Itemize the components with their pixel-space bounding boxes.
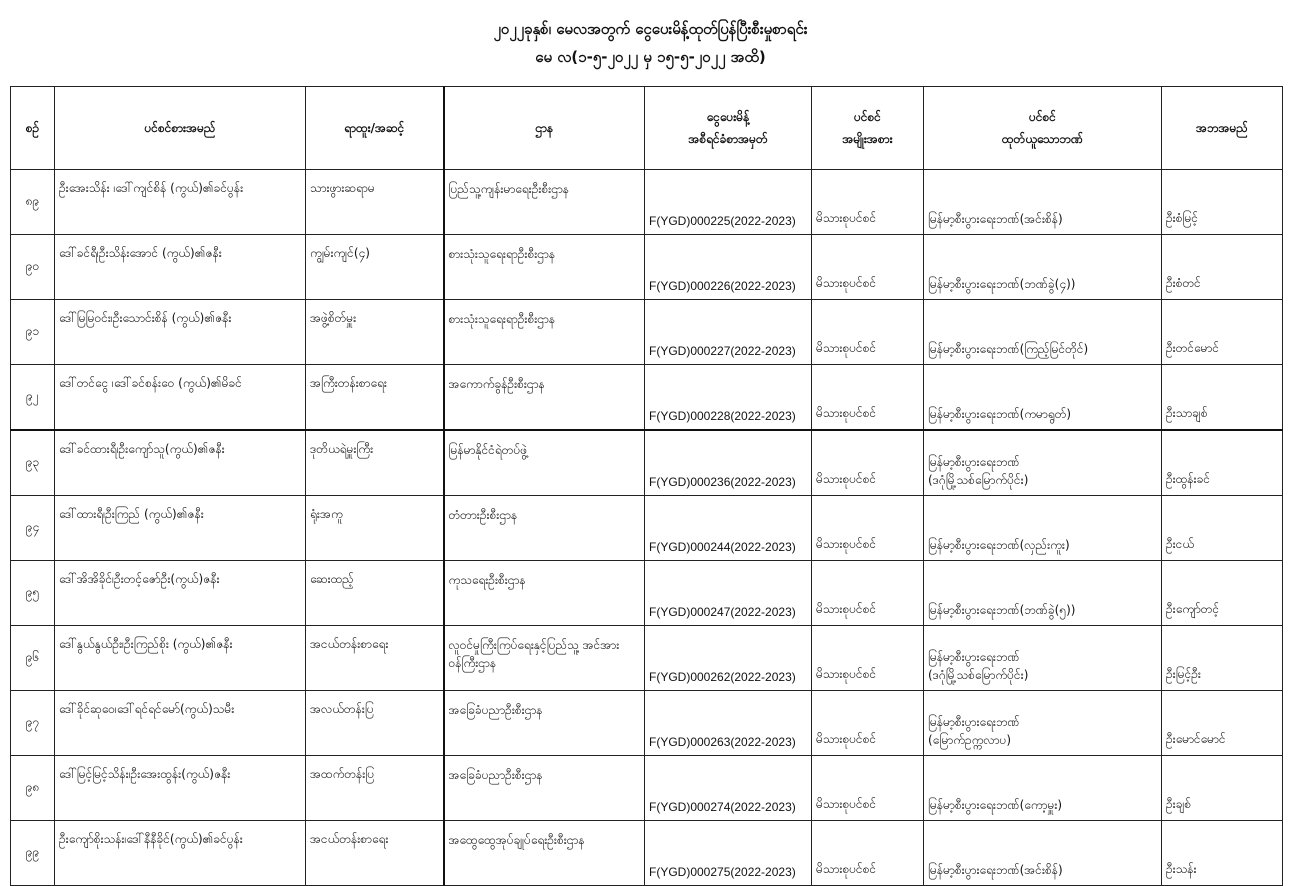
cell-name: ဒေါ်ခင်ရီ၊ဦးသိန်းအောင် (ကွယ်)၏ဇနီး bbox=[55, 235, 306, 300]
header-pension-type bbox=[812, 87, 924, 170]
cell-father: ဦးချစ် bbox=[1162, 756, 1283, 821]
cell-bank bbox=[924, 821, 1162, 886]
cell-bank bbox=[924, 626, 1162, 691]
cell-bank-line1: မြန်မာ့စီးပွားရေးဘဏ်(ကမာရွတ်) bbox=[928, 407, 1072, 421]
cell-father: ဦးတင်မောင် bbox=[1162, 300, 1283, 365]
cell-department: အခြေခံပညာဦးစီးဌာန bbox=[444, 691, 645, 756]
cell-no: ၉၂ bbox=[11, 365, 55, 431]
cell-position: ကျွမ်းကျင်(၄) bbox=[306, 235, 444, 300]
cell-no: ၉၈ bbox=[11, 756, 55, 821]
table-row bbox=[11, 430, 1283, 496]
cell-pension-type: မိသားစုပင်စင် bbox=[812, 496, 924, 561]
cell-father: ဦးမြင့်ဦး bbox=[1162, 626, 1283, 691]
cell-department: လူဝင်မှုကြီးကြပ်ရေးနှင့်ပြည်သူ့ အင်အားဝန်ကြီးဌာန bbox=[444, 626, 645, 691]
cell-bank-line2: (မြောက်ဥက္ကလာပ) bbox=[928, 733, 1012, 747]
header-father: အဘအမည် bbox=[1162, 87, 1283, 170]
cell-bank-line1: မြန်မာ့စီးပွားရေးဘဏ်(လှည်းကူး) bbox=[928, 538, 1070, 552]
cell-bank bbox=[924, 300, 1162, 365]
cell-pension-type: မိသားစုပင်စင် bbox=[812, 235, 924, 300]
cell-no: ၉၆ bbox=[11, 626, 55, 691]
table-row bbox=[11, 561, 1283, 626]
cell-no: ၉၀ bbox=[11, 235, 55, 300]
cell-order-no: F(YGD)000228(2022-2023) bbox=[645, 365, 812, 431]
header-name: ပင်စင်စားအမည် bbox=[55, 87, 306, 170]
cell-name: ဒေါ်အိအိခိုင်၊ဦးတင့်ဇော်ဦး(ကွယ်)ဇနီး bbox=[55, 561, 306, 626]
cell-position: အငယ်တန်းစာရေး bbox=[306, 626, 444, 691]
cell-position: အဖွဲ့စိတ်မှူး bbox=[306, 300, 444, 365]
cell-department: အထွေထွေအုပ်ချုပ်ရေးဦးစီးဌာန bbox=[444, 821, 645, 886]
pension-table bbox=[10, 86, 1283, 886]
header-position: ရာထူး/အဆင့် bbox=[306, 87, 444, 170]
cell-order-no: F(YGD)000225(2022-2023) bbox=[645, 170, 812, 235]
table-row bbox=[11, 756, 1283, 821]
table-row bbox=[11, 691, 1283, 756]
cell-no: ၉၄ bbox=[11, 496, 55, 561]
cell-order-no: F(YGD)000244(2022-2023) bbox=[645, 496, 812, 561]
cell-no: ၉၁ bbox=[11, 300, 55, 365]
cell-position: သားဖွားဆရာမ bbox=[306, 170, 444, 235]
table-row bbox=[11, 300, 1283, 365]
header-order-no-line1: ငွေပေးမိန့် bbox=[706, 110, 750, 124]
cell-bank-line2: (ဒဂုံမြို့သစ်မြောက်ပိုင်း) bbox=[928, 473, 1029, 487]
cell-bank-line1: မြန်မာ့စီးပွားရေးဘဏ်(အင်းစိန်) bbox=[928, 212, 1063, 226]
cell-order-no: F(YGD)000262(2022-2023) bbox=[645, 626, 812, 691]
cell-name: ဒေါ်ထားရီ၊ဦးကြည် (ကွယ်)၏ဇနီး bbox=[55, 496, 306, 561]
cell-name: ဒေါ်မြင့်မြင့်သိန်း၊ဦးအေးထွန်း(ကွယ်)ဇနီး bbox=[55, 756, 306, 821]
table-row bbox=[11, 821, 1283, 886]
cell-order-no: F(YGD)000226(2022-2023) bbox=[645, 235, 812, 300]
cell-order-no: F(YGD)000236(2022-2023) bbox=[645, 430, 812, 496]
cell-bank bbox=[924, 365, 1162, 431]
cell-department: စားသုံးသူရေးရာဦးစီးဌာန bbox=[444, 235, 645, 300]
cell-position: အထက်တန်းပြ bbox=[306, 756, 444, 821]
cell-pension-type: မိသားစုပင်စင် bbox=[812, 626, 924, 691]
cell-order-no: F(YGD)000247(2022-2023) bbox=[645, 561, 812, 626]
cell-position: အငယ်တန်းစာရေး bbox=[306, 821, 444, 886]
header-order-no bbox=[645, 87, 812, 170]
cell-father: ဦးသာချစ် bbox=[1162, 365, 1283, 431]
cell-no: ၉၃ bbox=[11, 430, 55, 496]
cell-position: ဒုတိယရဲမှူးကြီး bbox=[306, 430, 444, 496]
cell-father: ဦးငယ် bbox=[1162, 496, 1283, 561]
cell-name: ဦးကျော်စိုးသန်း၊ဒေါ်နီနီခိုင်(ကွယ်)၏ခင်ပွန်း bbox=[55, 821, 306, 886]
cell-bank bbox=[924, 496, 1162, 561]
cell-name: ဒေါ်နွယ်နွယ်ဦး၊ဦးကြည်စိုး (ကွယ်)၏ဇနီး bbox=[55, 626, 306, 691]
header-bank-line1: ပင်စင် bbox=[1029, 110, 1056, 124]
cell-bank-line1: မြန်မာ့စီးပွားရေးဘဏ် bbox=[928, 715, 1020, 729]
cell-order-no: F(YGD)000263(2022-2023) bbox=[645, 691, 812, 756]
cell-bank-line1: မြန်မာ့စီးပွားရေးဘဏ် bbox=[928, 455, 1020, 469]
cell-bank-line1: မြန်မာ့စီးပွားရေးဘဏ်(ဘဏ်ခွဲ(၅)) bbox=[928, 603, 1076, 617]
cell-bank bbox=[924, 691, 1162, 756]
cell-order-no: F(YGD)000274(2022-2023) bbox=[645, 756, 812, 821]
cell-pension-type: မိသားစုပင်စင် bbox=[812, 691, 924, 756]
cell-order-no: F(YGD)000227(2022-2023) bbox=[645, 300, 812, 365]
cell-father: ဦးစံမြင့် bbox=[1162, 170, 1283, 235]
cell-position: အလယ်တန်းပြ bbox=[306, 691, 444, 756]
cell-bank-line1: မြန်မာ့စီးပွားရေးဘဏ်(အင်းစိန်) bbox=[928, 863, 1063, 877]
header-department: ဌာန bbox=[444, 87, 645, 170]
cell-name: ဒေါ်မြမြဝင်း၊ဦးသောင်းစိန် (ကွယ်)၏ဇနီး bbox=[55, 300, 306, 365]
table-row bbox=[11, 365, 1283, 431]
table-row bbox=[11, 170, 1283, 235]
cell-bank bbox=[924, 235, 1162, 300]
document-title: ၂၀၂၂ခုနှစ်၊ မေလအတွက် ငွေပေးမိန့်ထုတ်ပြန်ပြီးစီးမှုစာရင်း bbox=[493, 20, 808, 38]
cell-order-no: F(YGD)000275(2022-2023) bbox=[645, 821, 812, 886]
header-order-no-line2: အစီရင်ခံစာအမှတ် bbox=[688, 132, 768, 146]
cell-father: ဦးထွန်းခင် bbox=[1162, 430, 1283, 496]
cell-name: ဒေါ်တင်ငွေ ၊ဒေါ်ခင်စန်းဝေ (ကွယ်)၏မိခင် bbox=[55, 365, 306, 431]
cell-department: မြန်မာနိုင်ငံရဲတပ်ဖွဲ့ bbox=[444, 430, 645, 496]
cell-bank-line2: (ဒဂုံမြို့သစ်မြောက်ပိုင်း) bbox=[928, 668, 1029, 682]
cell-name: ဒေါ်ခင်ထားရီ၊ဦးကျော်သူ(ကွယ်)၏ဇနီး bbox=[55, 430, 306, 496]
cell-bank-line1: မြန်မာ့စီးပွားရေးဘဏ်(ကြည့်မြင်တိုင်) bbox=[928, 342, 1089, 356]
cell-department: အကောက်ခွန်ဦးစီးဌာန bbox=[444, 365, 645, 431]
header-pension-type-line1: ပင်စင် bbox=[854, 110, 881, 124]
cell-pension-type: မိသားစုပင်စင် bbox=[812, 756, 924, 821]
cell-position: ဆေးထည့် bbox=[306, 561, 444, 626]
table-row bbox=[11, 235, 1283, 300]
cell-bank bbox=[924, 430, 1162, 496]
cell-pension-type: မိသားစုပင်စင် bbox=[812, 561, 924, 626]
cell-department: တံတားဦးစီးဌာန bbox=[444, 496, 645, 561]
cell-bank bbox=[924, 561, 1162, 626]
cell-bank-line1: မြန်မာ့စီးပွားရေးဘဏ် bbox=[928, 650, 1020, 664]
header-no: စဉ် bbox=[11, 87, 55, 170]
table-header-row bbox=[11, 87, 1283, 170]
cell-name: ဦးအေးသိန်း ၊ဒေါ်ကျင်စိန် (ကွယ်)၏ခင်ပွန်း bbox=[55, 170, 306, 235]
table-row bbox=[11, 626, 1283, 691]
cell-department: စားသုံးသူရေးရာဦးစီးဌာန bbox=[444, 300, 645, 365]
cell-pension-type: မိသားစုပင်စင် bbox=[812, 365, 924, 431]
cell-position: အကြီးတန်းစာရေး bbox=[306, 365, 444, 431]
cell-bank-line1: မြန်မာ့စီးပွားရေးဘဏ်(ကော့မှူး) bbox=[928, 798, 1063, 812]
cell-father: ဦးစံတင် bbox=[1162, 235, 1283, 300]
cell-no: ၉၅ bbox=[11, 561, 55, 626]
cell-pension-type: မိသားစုပင်စင် bbox=[812, 821, 924, 886]
cell-father: ဦးမောင်မောင် bbox=[1162, 691, 1283, 756]
header-bank bbox=[924, 87, 1162, 170]
cell-bank-line1: မြန်မာ့စီးပွားရေးဘဏ်(ဘဏ်ခွဲ(၄)) bbox=[928, 277, 1076, 291]
cell-pension-type: မိသားစုပင်စင် bbox=[812, 430, 924, 496]
cell-no: ၈၉ bbox=[11, 170, 55, 235]
cell-department: ပြည်သူ့ကျန်းမာရေးဦးစီးဌာန bbox=[444, 170, 645, 235]
cell-pension-type: မိသားစုပင်စင် bbox=[812, 300, 924, 365]
document-subtitle: မေ လ(၁-၅-၂၀၂၂ မှ ၁၅-၅-၂၀၂၂ အထိ) bbox=[535, 48, 766, 66]
header-bank-line2: ထုတ်ယူသောဘဏ် bbox=[1001, 132, 1084, 146]
cell-father: ဦးကျော်တင့် bbox=[1162, 561, 1283, 626]
table-row bbox=[11, 496, 1283, 561]
header-pension-type-line2: အမျိုးအစား bbox=[842, 132, 893, 146]
cell-pension-type: မိသားစုပင်စင် bbox=[812, 170, 924, 235]
cell-position: ရုံးအကူ bbox=[306, 496, 444, 561]
cell-bank bbox=[924, 170, 1162, 235]
cell-father: ဦးသန်း bbox=[1162, 821, 1283, 886]
cell-department: ကုသရေးဦးစီးဌာန bbox=[444, 561, 645, 626]
cell-name: ဒေါ်ခိုင်ဆုဝေ၊ဒေါ်ရင်ရင်မော်(ကွယ်)သမီး bbox=[55, 691, 306, 756]
cell-department: အခြေခံပညာဦးစီးဌာန bbox=[444, 756, 645, 821]
cell-no: ၉၇ bbox=[11, 691, 55, 756]
cell-no: ၉၉ bbox=[11, 821, 55, 886]
cell-bank bbox=[924, 756, 1162, 821]
